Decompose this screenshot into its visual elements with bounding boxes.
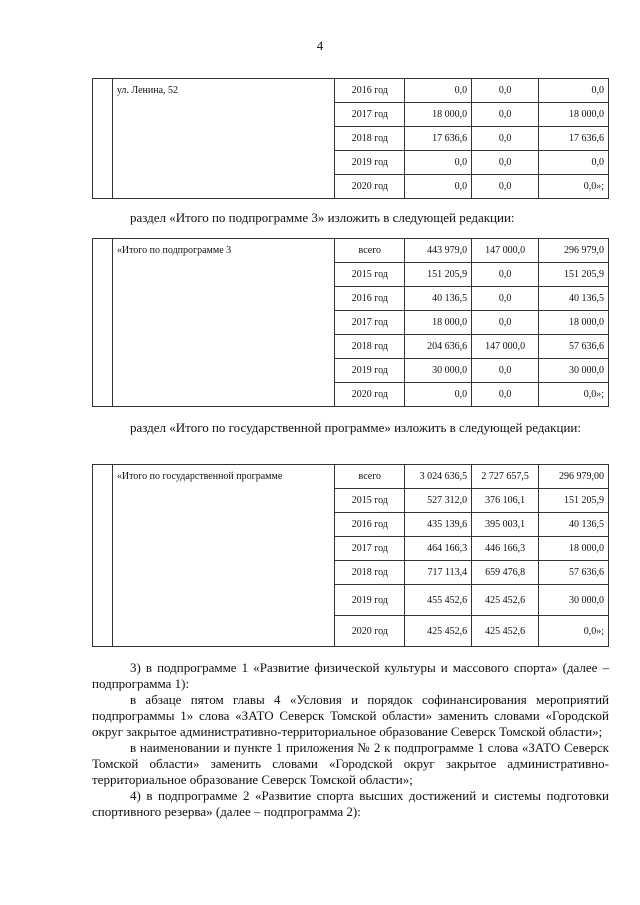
year-cell: 2019 год [335, 585, 405, 616]
federal-cell: 2 727 657,5 [472, 465, 539, 489]
year-cell: всего [335, 239, 405, 263]
total-cell: 0,0 [405, 151, 472, 175]
federal-cell: 425 452,6 [472, 616, 539, 647]
regional-cell: 0,0 [538, 79, 608, 103]
federal-cell: 0,0 [472, 263, 539, 287]
federal-cell: 659 476,8 [472, 561, 539, 585]
federal-cell: 425 452,6 [472, 585, 539, 616]
paragraph: в абзаце пятом главы 4 «Условия и порядок софинансирования мероприятий подпрограммы 1» слова «ЗАТО Северск Томской области» заменить словами «Городской округ закрытое административно-территориальное образование Северск Томской области»; [92, 692, 609, 739]
total-cell: 17 636,6 [405, 127, 472, 151]
total-cell: 18 000,0 [405, 311, 472, 335]
regional-cell: 151 205,9 [538, 489, 608, 513]
total-cell: 0,0 [405, 175, 472, 199]
total-cell: 40 136,5 [405, 287, 472, 311]
page-number: 4 [316, 38, 324, 53]
text-section-subprogram-3: раздел «Итого по подпрограмме 3» изложить в следующей редакции: [130, 210, 515, 225]
table-row [93, 79, 609, 103]
year-cell: 2018 год [335, 561, 405, 585]
federal-cell: 0,0 [472, 383, 539, 407]
table-row [93, 465, 609, 489]
year-cell: 2017 год [335, 311, 405, 335]
text-section-state-program: раздел «Итого по государственной программе» изложить в следующей редакции: [130, 420, 581, 435]
regional-cell: 17 636,6 [538, 127, 608, 151]
regional-cell: 0,0»; [538, 616, 608, 647]
year-cell: 2016 год [335, 287, 405, 311]
federal-cell: 395 003,1 [472, 513, 539, 537]
total-cell: 0,0 [405, 79, 472, 103]
federal-cell: 0,0 [472, 79, 539, 103]
year-cell: 2016 год [335, 79, 405, 103]
regional-cell: 296 979,00 [538, 465, 608, 489]
year-cell: 2020 год [335, 383, 405, 407]
regional-cell: 18 000,0 [538, 103, 608, 127]
total-cell: 455 452,6 [405, 585, 472, 616]
regional-cell: 30 000,0 [538, 359, 608, 383]
row-label: «Итого по подпрограмме 3 [112, 239, 334, 407]
year-cell: всего [335, 465, 405, 489]
empty-cell [93, 79, 113, 199]
regional-cell: 0,0»; [538, 383, 608, 407]
regional-cell: 18 000,0 [538, 311, 608, 335]
table-itogo-subprogram-3 [92, 238, 609, 407]
total-cell: 18 000,0 [405, 103, 472, 127]
paragraph: в наименовании и пункте 1 приложения № 2 к подпрограмме 1 слова «ЗАТО Северск Томской области» заменить словами «Городской округ закрытое административно-территориальное образование Северск Томской области»; [92, 740, 609, 787]
year-cell: 2018 год [335, 127, 405, 151]
total-cell: 527 312,0 [405, 489, 472, 513]
row-label: «Итого по государственной программе [112, 465, 334, 647]
total-cell: 717 113,4 [405, 561, 472, 585]
year-cell: 2016 год [335, 513, 405, 537]
body-text [92, 660, 609, 820]
total-cell: 435 139,6 [405, 513, 472, 537]
year-cell: 2015 год [335, 489, 405, 513]
table-ul-lenina [92, 78, 609, 199]
total-cell: 151 205,9 [405, 263, 472, 287]
regional-cell: 18 000,0 [538, 537, 608, 561]
federal-cell: 0,0 [472, 127, 539, 151]
federal-cell: 0,0 [472, 151, 539, 175]
regional-cell: 40 136,5 [538, 287, 608, 311]
year-cell: 2017 год [335, 103, 405, 127]
federal-cell: 147 000,0 [472, 335, 539, 359]
total-cell: 204 636,6 [405, 335, 472, 359]
regional-cell: 57 636,6 [538, 335, 608, 359]
table-row [93, 239, 609, 263]
federal-cell: 0,0 [472, 175, 539, 199]
regional-cell: 57 636,6 [538, 561, 608, 585]
regional-cell: 296 979,0 [538, 239, 608, 263]
total-cell: 30 000,0 [405, 359, 472, 383]
regional-cell: 151 205,9 [538, 263, 608, 287]
regional-cell: 0,0 [538, 151, 608, 175]
federal-cell: 0,0 [472, 103, 539, 127]
total-cell: 3 024 636,5 [405, 465, 472, 489]
year-cell: 2020 год [335, 175, 405, 199]
empty-cell [93, 465, 113, 647]
year-cell: 2015 год [335, 263, 405, 287]
total-cell: 443 979,0 [405, 239, 472, 263]
paragraph: 3) в подпрограмме 1 «Развитие физической культуры и массового спорта» (далее – подпрограмма 1): [92, 660, 609, 691]
paragraph: 4) в подпрограмме 2 «Развитие спорта высших достижений и системы подготовки спортивного резерва» (далее – подпрограмма 2): [92, 788, 609, 819]
total-cell: 0,0 [405, 383, 472, 407]
regional-cell: 40 136,5 [538, 513, 608, 537]
year-cell: 2020 год [335, 616, 405, 647]
federal-cell: 147 000,0 [472, 239, 539, 263]
row-label: ул. Ленина, 52 [112, 79, 334, 199]
empty-cell [93, 239, 113, 407]
federal-cell: 446 166,3 [472, 537, 539, 561]
year-cell: 2017 год [335, 537, 405, 561]
regional-cell: 0,0»; [538, 175, 608, 199]
year-cell: 2018 год [335, 335, 405, 359]
federal-cell: 0,0 [472, 287, 539, 311]
federal-cell: 376 106,1 [472, 489, 539, 513]
year-cell: 2019 год [335, 151, 405, 175]
federal-cell: 0,0 [472, 311, 539, 335]
table-itogo-state-program [92, 464, 609, 647]
total-cell: 464 166,3 [405, 537, 472, 561]
regional-cell: 30 000,0 [538, 585, 608, 616]
federal-cell: 0,0 [472, 359, 539, 383]
total-cell: 425 452,6 [405, 616, 472, 647]
year-cell: 2019 год [335, 359, 405, 383]
